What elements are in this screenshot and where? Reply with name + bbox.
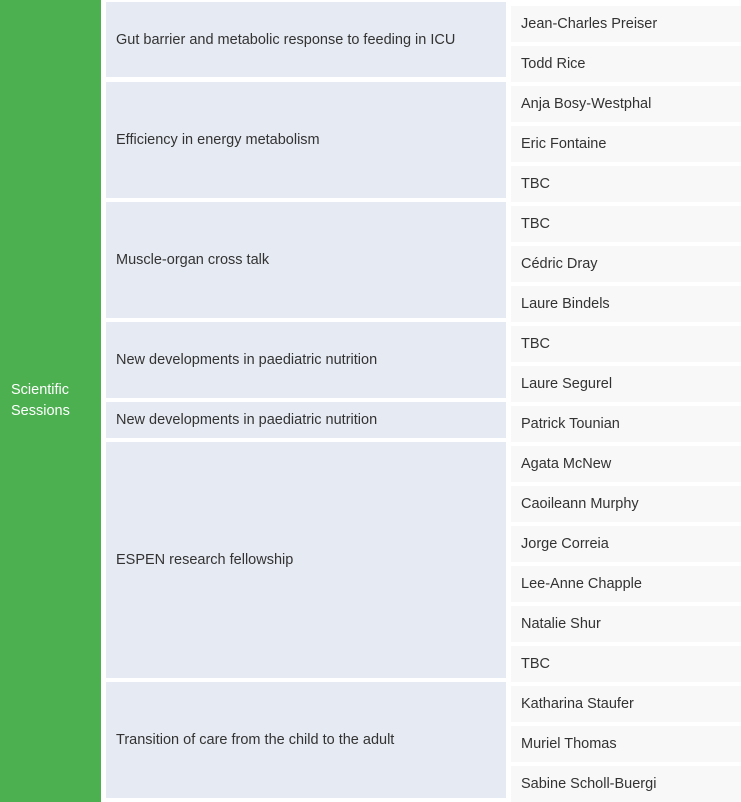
speaker-name: Jorge Correia — [521, 536, 609, 552]
speaker-name: Jean-Charles Preiser — [521, 16, 658, 32]
speaker-cell — [511, 206, 741, 242]
session-topic — [106, 322, 506, 398]
speaker-name: Sabine Scholl-Buergi — [521, 776, 657, 792]
session-topic — [106, 2, 506, 77]
speaker-name: TBC — [521, 176, 550, 192]
speaker-name: Laure Segurel — [521, 376, 613, 392]
speaker-cell — [511, 646, 741, 682]
speaker-name: Caoileann Murphy — [521, 496, 639, 512]
speaker-cell — [511, 526, 741, 562]
session-title: ESPEN research fellowship — [116, 552, 294, 568]
speaker-cell — [511, 126, 741, 162]
speaker-cell — [511, 6, 741, 42]
speaker-cell — [511, 406, 741, 442]
speaker-name: TBC — [521, 656, 550, 672]
speaker-cell — [511, 166, 741, 202]
speaker-name: Laure Bindels — [521, 296, 610, 312]
speaker-name: Natalie Shur — [521, 616, 601, 632]
session-topic — [106, 202, 506, 318]
speaker-cell — [511, 566, 741, 602]
session-topic — [106, 682, 506, 798]
speaker-name: Todd Rice — [521, 56, 586, 72]
speaker-cell — [511, 766, 741, 802]
session-title: Gut barrier and metabolic response to feeding in ICU — [116, 31, 456, 48]
speaker-cell — [511, 46, 741, 82]
session-topic — [106, 82, 506, 198]
category-label: Scientific Sessions — [11, 382, 70, 419]
speaker-name: Anja Bosy-Westphal — [521, 96, 652, 112]
session-topic — [106, 442, 506, 678]
speaker-cell — [511, 726, 741, 762]
speaker-name: Patrick Tounian — [521, 416, 620, 432]
speaker-cell — [511, 286, 741, 322]
speaker-cell — [511, 686, 741, 722]
speaker-name: Muriel Thomas — [521, 736, 617, 752]
speaker-cell — [511, 366, 741, 402]
speaker-cell — [511, 486, 741, 522]
speaker-name: Agata McNew — [521, 456, 612, 472]
speaker-cell — [511, 326, 741, 362]
speaker-name: Eric Fontaine — [521, 136, 607, 152]
speaker-cell — [511, 446, 741, 482]
speaker-cell — [511, 606, 741, 642]
speaker-name: Lee-Anne Chapple — [521, 576, 642, 592]
session-title: New developments in paediatric nutrition — [116, 412, 378, 428]
session-title: Transition of care from the child to the adult — [116, 732, 395, 748]
category-cell — [0, 0, 101, 802]
speaker-cell — [511, 246, 741, 282]
speaker-name: TBC — [521, 336, 550, 352]
session-topic — [106, 402, 506, 438]
speaker-name: Cédric Dray — [521, 256, 598, 272]
session-title: Efficiency in energy metabolism — [116, 132, 320, 148]
speaker-name: Katharina Staufer — [521, 696, 634, 712]
session-title: Muscle-organ cross talk — [116, 252, 270, 268]
speaker-cell — [511, 86, 741, 122]
session-title: New developments in paediatric nutrition — [116, 352, 378, 368]
speaker-name: TBC — [521, 216, 550, 232]
